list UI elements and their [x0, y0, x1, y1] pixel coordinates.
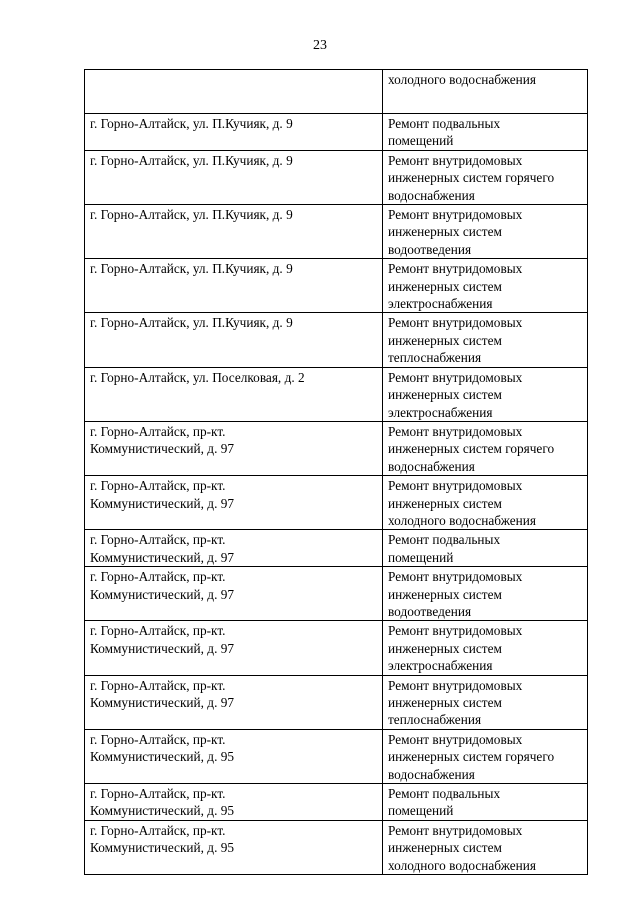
- work-cell: холодного водоснабжения: [383, 70, 588, 114]
- table-row: [85, 70, 588, 114]
- address-cell: г. Горно-Алтайск, ул. П.Кучияк, д. 9: [85, 259, 383, 313]
- address-cell: г. Горно-Алтайск, ул. П.Кучияк, д. 9: [85, 150, 383, 204]
- table-row: [85, 205, 588, 259]
- work-cell: Ремонт внутридомовых инженерных систем горячего водоснабжения: [383, 421, 588, 475]
- address-cell: г. Горно-Алтайск, пр-кт. Коммунистический, д. 97: [85, 567, 383, 621]
- work-cell: Ремонт внутридомовых инженерных систем электроснабжения: [383, 621, 588, 675]
- table-row: [85, 675, 588, 729]
- work-cell: Ремонт внутридомовых инженерных систем горячего водоснабжения: [383, 150, 588, 204]
- address-cell: г. Горно-Алтайск, ул. П.Кучияк, д. 9: [85, 313, 383, 367]
- table-row: [85, 729, 588, 783]
- work-cell: Ремонт подвальных помещений: [383, 114, 588, 151]
- work-cell: Ремонт внутридомовых инженерных систем горячего водоснабжения: [383, 729, 588, 783]
- work-cell: Ремонт внутридомовых инженерных систем электроснабжения: [383, 259, 588, 313]
- address-cell: г. Горно-Алтайск, пр-кт. Коммунистический, д. 97: [85, 421, 383, 475]
- work-cell: Ремонт внутридомовых инженерных систем водоотведения: [383, 567, 588, 621]
- work-cell: Ремонт внутридомовых инженерных систем электроснабжения: [383, 367, 588, 421]
- work-cell: Ремонт внутридомовых инженерных систем теплоснабжения: [383, 675, 588, 729]
- page-number: 23: [313, 38, 327, 53]
- table-row: [85, 530, 588, 567]
- repair-works-table: [84, 69, 588, 875]
- address-cell: г. Горно-Алтайск, пр-кт. Коммунистический, д. 97: [85, 675, 383, 729]
- table-row: [85, 259, 588, 313]
- table-row: [85, 367, 588, 421]
- table-row: [85, 421, 588, 475]
- table-row: [85, 476, 588, 530]
- work-cell: Ремонт внутридомовых инженерных систем теплоснабжения: [383, 313, 588, 367]
- table-row: [85, 820, 588, 874]
- work-cell: Ремонт внутридомовых инженерных систем водоотведения: [383, 205, 588, 259]
- address-cell: г. Горно-Алтайск, пр-кт. Коммунистический, д. 95: [85, 784, 383, 821]
- work-cell: Ремонт внутридомовых инженерных систем холодного водоснабжения: [383, 820, 588, 874]
- table-row: [85, 313, 588, 367]
- address-cell: [85, 70, 383, 114]
- address-cell: г. Горно-Алтайск, ул. Поселковая, д. 2: [85, 367, 383, 421]
- work-cell: Ремонт подвальных помещений: [383, 784, 588, 821]
- work-cell: Ремонт внутридомовых инженерных систем холодного водоснабжения: [383, 476, 588, 530]
- address-cell: г. Горно-Алтайск, ул. П.Кучияк, д. 9: [85, 114, 383, 151]
- address-cell: г. Горно-Алтайск, пр-кт. Коммунистический, д. 97: [85, 530, 383, 567]
- table-row: [85, 567, 588, 621]
- address-cell: г. Горно-Алтайск, пр-кт. Коммунистический, д. 97: [85, 621, 383, 675]
- work-cell: Ремонт подвальных помещений: [383, 530, 588, 567]
- table-row: [85, 114, 588, 151]
- address-cell: г. Горно-Алтайск, ул. П.Кучияк, д. 9: [85, 205, 383, 259]
- address-cell: г. Горно-Алтайск, пр-кт. Коммунистический, д. 97: [85, 476, 383, 530]
- table-row: [85, 621, 588, 675]
- table-row: [85, 784, 588, 821]
- address-cell: г. Горно-Алтайск, пр-кт. Коммунистический, д. 95: [85, 820, 383, 874]
- address-cell: г. Горно-Алтайск, пр-кт. Коммунистический, д. 95: [85, 729, 383, 783]
- table-row: [85, 150, 588, 204]
